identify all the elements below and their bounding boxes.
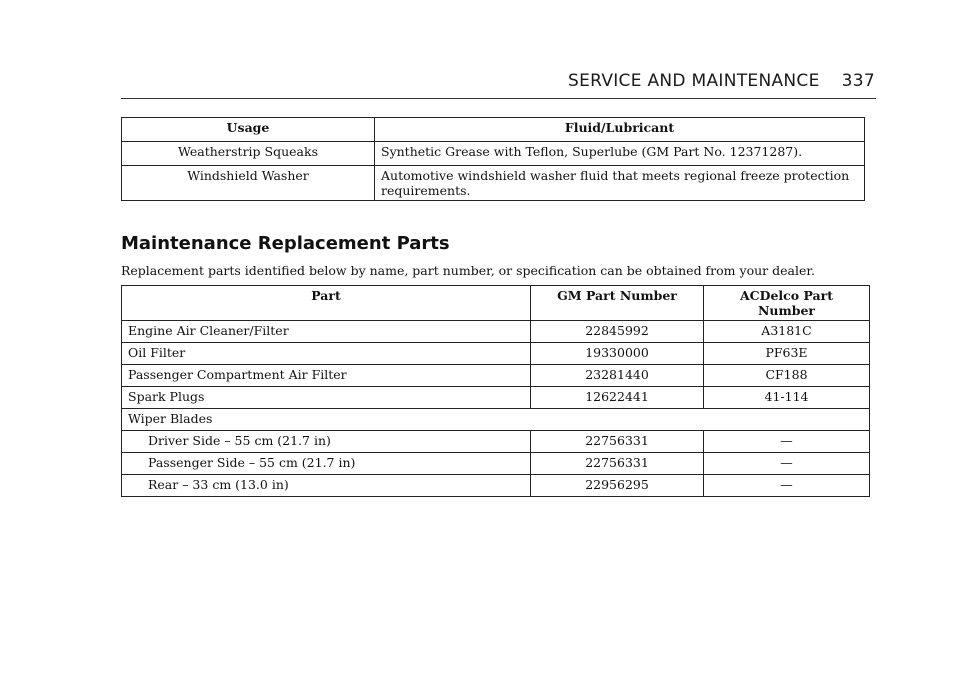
page-header — [0, 71, 875, 91]
part-name-cell: Passenger Side – 55 cm (21.7 in) — [122, 453, 531, 475]
part-name-cell: Rear – 33 cm (13.0 in) — [122, 475, 531, 497]
part-name-cell: Engine Air Cleaner/Filter — [122, 321, 531, 343]
gm-part-number-cell: 22845992 — [531, 321, 704, 343]
table-row — [122, 343, 870, 365]
table-header-row — [122, 118, 865, 142]
table-group-row — [122, 409, 870, 431]
acdelco-part-number-cell: — — [704, 431, 870, 453]
table-row — [122, 387, 870, 409]
acdelco-part-number-cell: 41-114 — [704, 387, 870, 409]
gm-part-number-cell: 22956295 — [531, 475, 704, 497]
gm-part-number-cell: 19330000 — [531, 343, 704, 365]
part-name-cell: Driver Side – 55 cm (21.7 in) — [122, 431, 531, 453]
column-header-fluid: Fluid/Lubricant — [375, 118, 865, 142]
table-row — [122, 166, 865, 201]
part-name-cell: Passenger Compartment Air Filter — [122, 365, 531, 387]
section-intro: Replacement parts identified below by name, part number, or specification can be obtained from your dealer. — [121, 263, 815, 278]
table-row — [122, 321, 870, 343]
parts-table — [121, 285, 870, 497]
acdelco-part-number-cell: PF63E — [704, 343, 870, 365]
part-name-cell: Spark Plugs — [122, 387, 531, 409]
table-row — [122, 453, 870, 475]
table-row — [122, 142, 865, 166]
part-group-cell: Wiper Blades — [122, 409, 870, 431]
table-row — [122, 475, 870, 497]
header-divider — [121, 98, 876, 99]
acdelco-part-number-cell: — — [704, 453, 870, 475]
gm-part-number-cell: 22756331 — [531, 431, 704, 453]
part-name-cell: Oil Filter — [122, 343, 531, 365]
table-row — [122, 431, 870, 453]
usage-cell: Weatherstrip Squeaks — [122, 142, 375, 166]
acdelco-part-number-cell: CF188 — [704, 365, 870, 387]
usage-cell: Windshield Washer — [122, 166, 375, 201]
fluids-table — [121, 117, 865, 201]
gm-part-number-cell: 23281440 — [531, 365, 704, 387]
page-number: 337 — [841, 71, 875, 91]
gm-part-number-cell: 12622441 — [531, 387, 704, 409]
section-title: Maintenance Replacement Parts — [121, 233, 450, 254]
table-header-row — [122, 286, 870, 321]
page-header-title: SERVICE AND MAINTENANCE — [568, 71, 820, 91]
table-row — [122, 365, 870, 387]
fluid-cell: Automotive windshield washer fluid that meets regional freeze protection requirements. — [375, 166, 865, 201]
column-header-gm-part-number: GM Part Number — [531, 286, 704, 321]
fluid-cell: Synthetic Grease with Teflon, Superlube (GM Part No. 12371287). — [375, 142, 865, 166]
acdelco-part-number-cell: — — [704, 475, 870, 497]
column-header-part: Part — [122, 286, 531, 321]
gm-part-number-cell: 22756331 — [531, 453, 704, 475]
column-header-acdelco-part-number: ACDelco Part Number — [704, 286, 870, 321]
acdelco-part-number-cell: A3181C — [704, 321, 870, 343]
column-header-usage: Usage — [122, 118, 375, 142]
